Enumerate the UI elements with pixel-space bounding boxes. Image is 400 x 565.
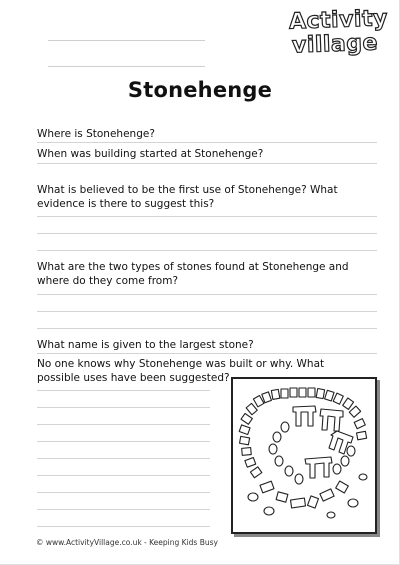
date-line bbox=[48, 66, 205, 67]
answer-line bbox=[37, 353, 377, 354]
answer-line bbox=[37, 142, 377, 143]
answer-line bbox=[37, 250, 377, 251]
answer-line bbox=[37, 294, 377, 295]
answer-line bbox=[37, 509, 210, 510]
answer-line bbox=[37, 441, 210, 442]
logo-line-2: village bbox=[291, 30, 379, 59]
activity-village-logo bbox=[288, 6, 389, 64]
answer-line bbox=[37, 407, 210, 408]
answer-line bbox=[37, 424, 210, 425]
answer-line bbox=[37, 233, 377, 234]
logo-line-1: Activity bbox=[288, 6, 389, 35]
page-title: Stonehenge bbox=[127, 78, 273, 102]
answer-line bbox=[37, 458, 210, 459]
footer-copyright: © www.ActivityVillage.co.uk - Keeping Kids Busy bbox=[36, 538, 218, 547]
question-1: Where is Stonehenge? bbox=[37, 128, 155, 140]
stonehenge-illustration bbox=[233, 379, 375, 532]
answer-line bbox=[37, 526, 210, 527]
answer-line bbox=[37, 328, 377, 329]
answer-line bbox=[37, 390, 210, 391]
question-2: When was building started at Stonehenge? bbox=[37, 148, 264, 160]
question-6: No one knows why Stonehenge was built or why. What possible uses have been suggested? bbox=[37, 358, 325, 384]
stonehenge-picture-frame bbox=[231, 377, 377, 534]
answer-line bbox=[37, 475, 210, 476]
question-3: What is believed to be the first use of Stonehenge? What evidence is there to suggest this? bbox=[37, 184, 338, 210]
answer-line bbox=[37, 492, 210, 493]
answer-line bbox=[37, 311, 377, 312]
answer-line bbox=[37, 216, 377, 217]
answer-line bbox=[37, 163, 377, 164]
name-line bbox=[48, 40, 205, 41]
question-4: What are the two types of stones found at Stonehenge and where do they come from? bbox=[37, 261, 349, 287]
question-5: What name is given to the largest stone? bbox=[37, 339, 254, 351]
